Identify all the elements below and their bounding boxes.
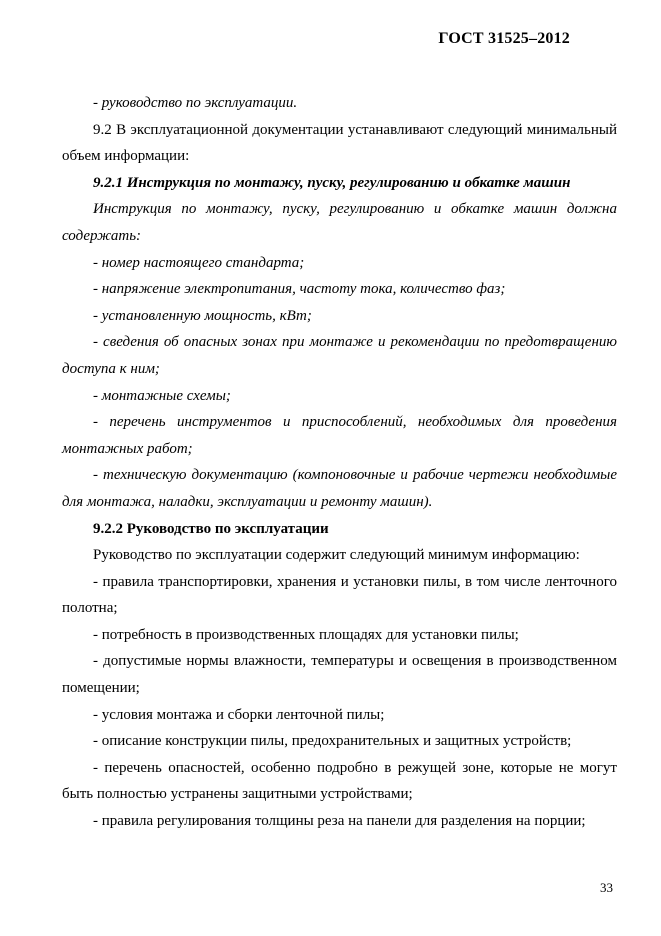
list-item: - напряжение электропитания, частоту тока, количество фаз; xyxy=(93,281,506,298)
list-item: - условия монтажа и сборки ленточной пилы; xyxy=(93,706,385,723)
list-item: - описание конструкции пилы, предохранительных и защитных устройств; xyxy=(93,733,572,750)
list-item: - номер настоящего стандарта; xyxy=(93,254,305,271)
heading-9-2-1: 9.2.1 Инструкция по монтажу, пуску, регулированию и обкатке машин xyxy=(93,174,571,191)
list-item: - техническую документацию (компоновочные и рабочие чертежи необходимые для монтажа, наладки, эксплуатации и ремонту машин). xyxy=(62,467,617,510)
list-item-operation-manual: - руководство по эксплуатации. xyxy=(93,95,298,111)
instruction-intro: Инструкция по монтажу, пуску, регулированию и обкатке машин должна содержать: xyxy=(62,201,617,244)
page-number: 33 xyxy=(600,880,613,895)
list-item: - монтажные схемы; xyxy=(93,387,231,404)
document-code-header: ГОСТ 31525–2012 xyxy=(438,30,570,47)
heading-9-2-2: 9.2.2 Руководство по эксплуатации xyxy=(93,520,329,537)
list-item: - перечень инструментов и приспособлений, необходимых для проведения монтажных работ; xyxy=(62,414,617,457)
list-item: - допустимые нормы влажности, температуры и освещения в производственном помещении; xyxy=(62,653,617,697)
document-body xyxy=(62,90,617,835)
list-item: - правила регулирования толщины реза на панели для разделения на порции; xyxy=(93,813,586,830)
list-item: - сведения об опасных зонах при монтаже и рекомендации по предотвращению доступа к ним; xyxy=(62,334,617,377)
list-item: - перечень опасностей, особенно подробно в режущей зоне, которые не могут быть полностью устранены защитными устройствами; xyxy=(62,759,617,803)
list-item: - потребность в производственных площадях для установки пилы; xyxy=(93,626,519,643)
manual-intro: Руководство по эксплуатации содержит следующий минимум информацию: xyxy=(93,547,580,564)
list-item: - установленную мощность, кВт; xyxy=(93,307,312,324)
list-item: - правила транспортировки, хранения и установки пилы, в том числе ленточного полотна; xyxy=(62,573,617,617)
paragraph-9-2: 9.2 В эксплуатационной документации устанавливают следующий минимальный объем информации: xyxy=(62,121,617,165)
